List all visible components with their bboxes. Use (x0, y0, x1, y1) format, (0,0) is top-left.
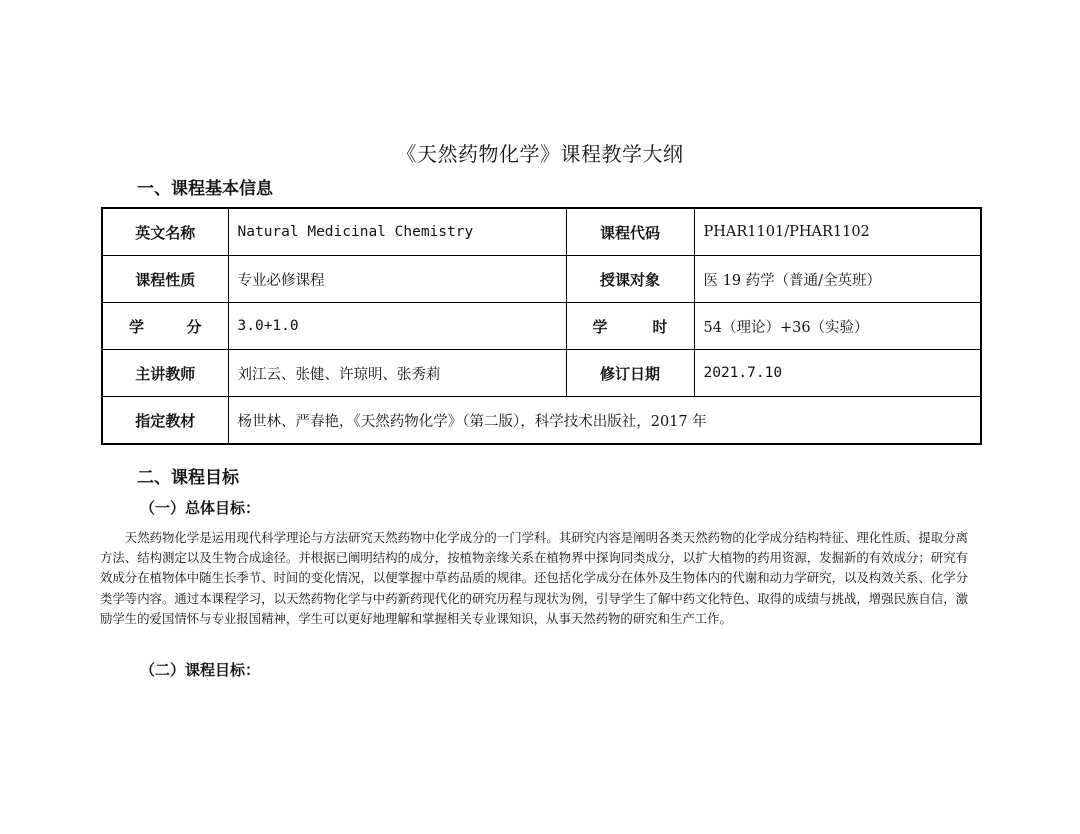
course-info-table (101, 207, 982, 445)
subheading-overall-objectives: （一）总体目标： (140, 499, 261, 517)
value-course-nature: 专业必修课程 (228, 256, 566, 303)
subheading-course-objectives: （二）课程目标： (140, 661, 261, 679)
value-textbook: 杨世林、严春艳，《天然药物化学》（第二版），科学技术出版社，2017 年 (228, 397, 981, 445)
label-english-name: 英文名称 (102, 208, 228, 256)
label-textbook: 指定教材 (102, 397, 228, 445)
page-title: 《天然药物化学》课程教学大纲 (396, 142, 684, 166)
label-lecturers: 主讲教师 (102, 350, 228, 397)
section-heading-basic-info: 一、课程基本信息 (137, 179, 273, 199)
label-revision-date: 修订日期 (566, 350, 694, 397)
label-hours: 学时 (566, 303, 694, 350)
value-audience: 医 19 药学（普通/全英班） (694, 256, 981, 303)
value-credits: 3.0+1.0 (228, 303, 566, 350)
label-course-code: 课程代码 (566, 208, 694, 256)
overall-objectives-paragraph: 天然药物化学是运用现代科学理论与方法研究天然药物中化学成分的一门学科。其研究内容是阐明各类天然药物的化学成分结构特征、理化性质、提取分离方法、结构测定以及生物合成途径。并根据已阐明结构的成分，按植物亲缘关系在植物界中探询同类成分，以扩大植物的药用资源，发掘新的有效成分；研究有效成分在植物体中随生长季节、时间的变化情况，以便掌握中草药品质的规律。还包括化学成分在体外及生物体内的代谢和动力学研究，以及构效关系、化学分类学等内容。通过本课程学习，以天然药物化学与中药新药现代化的研究历程与现状为例，引导学生了解中药文化特色、取得的成绩与挑战，增强民族自信，激励学生的爱国情怀与专业报国精神，学生可以更好地理解和掌握相关专业课知识，从事天然药物的研究和生产工作。 (100, 530, 968, 626)
label-course-nature: 课程性质 (102, 256, 228, 303)
table-row (102, 303, 981, 350)
value-revision-date: 2021.7.10 (694, 350, 981, 397)
table-row (102, 397, 981, 445)
label-audience: 授课对象 (566, 256, 694, 303)
table-row (102, 256, 981, 303)
value-english-name: Natural Medicinal Chemistry (228, 208, 566, 256)
section-heading-objectives: 二、课程目标 (137, 468, 239, 488)
table-row (102, 208, 981, 256)
table-row (102, 350, 981, 397)
value-course-code: PHAR1101/PHAR1102 (694, 208, 981, 256)
label-credits: 学分 (102, 303, 228, 350)
value-lecturers: 刘江云、张健、许琼明、张秀莉 (228, 350, 566, 397)
value-hours: 54（理论）+36（实验） (694, 303, 981, 350)
